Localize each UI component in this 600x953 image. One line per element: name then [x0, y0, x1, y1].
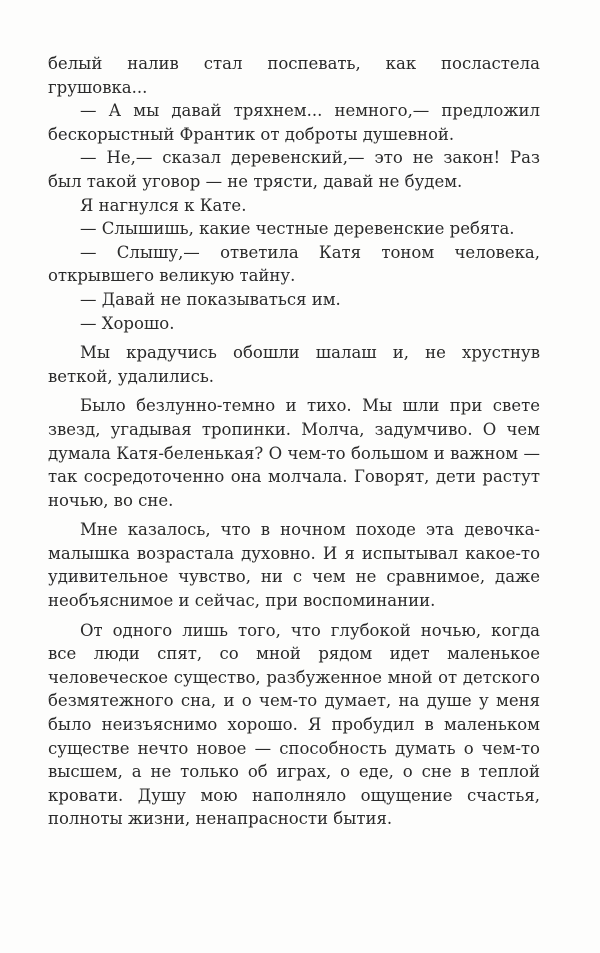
paragraph: Было безлунно-темно и тихо. Мы шли при свете звезд, угадывая тропинки. Молча, задумчиво. О чем думала Катя-беленькая? О чем-то большом и важном — так сосредоточенно она молчала. Говорят, дети растут ночью, во сне.	[48, 396, 540, 510]
paragraph-continuation: белый налив стал поспевать, как посластела грушовка...	[48, 54, 540, 97]
page-text	[48, 52, 540, 831]
paragraph-dialogue: — Не,— сказал деревенский,— это не закон! Раз был такой уговор — не трясти, давай не будем.	[48, 148, 540, 191]
paragraph-dialogue: — Хорошо.	[80, 313, 175, 333]
paragraph: Мне казалось, что в ночном походе эта девочка-малышка возрастала духовно. И я испытывал какое-то удивительное чувство, ни с чем не сравнимое, даже необъяснимое и сейчас, при воспоминании.	[48, 520, 540, 611]
paragraph: От одного лишь того, что глубокой ночью, когда все люди спят, со мной рядом идет маленькое человеческое существо, разбуженное мной от детского безмятежного сна, и о чем-то думает, на душе у меня было неизъяснимо хорошо. Я пробудил в маленьком существе нечто новое — способность думать о чем-то высшем, а не только об играх, о еде, о сне в теплой кровати. Душу мою наполняло ощущение счастья, полноты жизни, ненапрасности бытия.	[48, 620, 540, 829]
paragraph-dialogue: — А мы давай тряхнем... немного,— предложил бескорыстный Франтик от доброты душевной.	[48, 101, 540, 144]
paragraph: Я нагнулся к Кате.	[80, 195, 247, 215]
paragraph-dialogue: — Давай не показываться им.	[80, 289, 341, 309]
paragraph-dialogue: — Слышишь, какие честные деревенские ребята.	[80, 219, 515, 239]
paragraph: Мы крадучись обошли шалаш и, не хрустнув веткой, удалились.	[48, 343, 540, 386]
paragraph-dialogue: — Слышу,— ответила Катя тоном человека, открывшего великую тайну.	[48, 242, 540, 286]
